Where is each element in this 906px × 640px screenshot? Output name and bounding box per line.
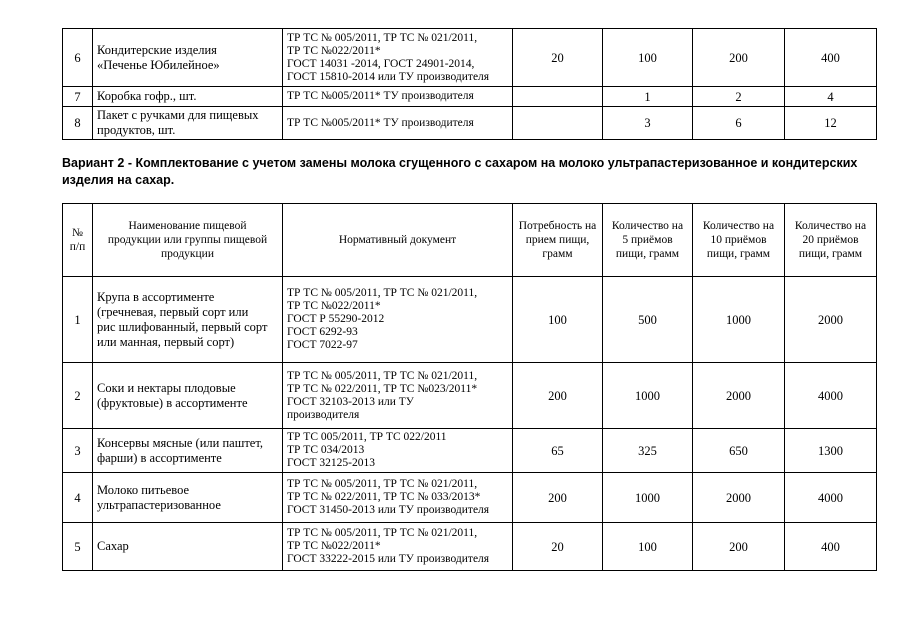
normative-document — [283, 363, 513, 429]
row-index: 8 — [63, 107, 93, 140]
product-name — [93, 87, 283, 107]
per-meal-grams: 100 — [513, 277, 603, 363]
product-name — [93, 473, 283, 523]
product-name — [93, 29, 283, 87]
continued-product-table — [62, 28, 877, 140]
header-row — [63, 204, 877, 277]
row-index: 3 — [63, 429, 93, 473]
product-name-line: Молоко питьевое — [97, 482, 190, 497]
per-meal-grams: 20 — [513, 523, 603, 571]
grams-20-meals: 400 — [785, 523, 877, 571]
header-product-name — [93, 204, 283, 277]
table-row — [63, 363, 877, 429]
header-10-meals — [693, 204, 785, 277]
grams-10-meals: 200 — [693, 29, 785, 87]
normative-document-line: ТР ТС № 005/2011, ТР ТС № 021/2011, — [287, 31, 478, 44]
grams-10-meals: 1000 — [693, 277, 785, 363]
product-name-line: (гречневая, первый сорт или — [97, 304, 249, 319]
normative-document-line: ТР ТС 034/2013 — [287, 444, 365, 456]
normative-document — [283, 107, 513, 140]
header-20-meals-line: Количество на — [794, 220, 867, 232]
row-index: 4 — [63, 473, 93, 523]
normative-document — [283, 473, 513, 523]
product-name-line: рис шлифованный, первый сорт — [97, 319, 268, 334]
per-meal-grams — [513, 87, 603, 107]
table-row — [63, 277, 877, 363]
normative-document — [283, 29, 513, 87]
header-20-meals — [785, 204, 877, 277]
per-meal-grams: 200 — [513, 363, 603, 429]
header-5-meals-line: пищи, грамм — [615, 248, 680, 260]
normative-document-line: ГОСТ 32125-2013 — [287, 457, 375, 469]
grams-10-meals: 200 — [693, 523, 785, 571]
normative-document-line: ГОСТ 15810-2014 или ТУ производителя — [287, 70, 490, 83]
normative-document-line: ТР ТС № 005/2011, ТР ТС № 021/2011, — [287, 478, 478, 490]
header-name-line: Наименование пищевой — [128, 220, 247, 232]
normative-document-line: ТР ТС № 005/2011, ТР ТС № 021/2011, — [287, 527, 478, 539]
normative-document-line: ГОСТ 33222-2015 или ТУ производителя — [287, 553, 490, 565]
header-10-meals-line: 10 приёмов — [710, 234, 767, 246]
product-name-line: Пакет с ручками для пищевых — [97, 108, 259, 122]
header-5-meals-line: Количество на — [611, 220, 684, 232]
variant-2-heading — [62, 155, 876, 189]
row-index: 6 — [63, 29, 93, 87]
normative-document-line: ТР ТС № 005/2011, ТР ТС № 021/2011, — [287, 369, 478, 382]
table-body — [63, 277, 877, 571]
normative-document-line: ГОСТ 31450-2013 или ТУ производителя — [287, 504, 490, 516]
header-per-meal-line: Потребность на — [518, 220, 597, 232]
row-index: 2 — [63, 363, 93, 429]
normative-document-line: ТР ТС №005/2011* ТУ производителя — [287, 116, 474, 129]
product-name — [93, 523, 283, 571]
grams-20-meals: 12 — [785, 107, 877, 140]
normative-document-line: ТР ТС 005/2011, ТР ТС 022/2011 — [287, 431, 447, 443]
grams-5-meals: 1 — [603, 87, 693, 107]
header-index-line: п/п — [69, 241, 86, 253]
product-name-line: Соки и нектары плодовые — [97, 380, 236, 395]
grams-5-meals: 500 — [603, 277, 693, 363]
product-name-line: Кондитерские изделия — [97, 42, 217, 57]
grams-5-meals: 100 — [603, 523, 693, 571]
header-10-meals-line: Количество на — [702, 220, 775, 232]
product-name — [93, 429, 283, 473]
normative-document-line: ТР ТС № 022/2011, ТР ТС № 033/2013* — [287, 491, 481, 503]
product-name-line: Крупа в ассортименте — [97, 289, 215, 304]
normative-document-line: ТР ТС № 005/2011, ТР ТС № 021/2011, — [287, 287, 478, 299]
normative-document-line: ТР ТС №022/2011* — [287, 300, 381, 312]
product-name — [93, 277, 283, 363]
product-name-line: Коробка гофр., шт. — [97, 89, 197, 103]
product-name-line: Консервы мясные (или паштет, — [97, 435, 263, 450]
normative-document-line: ТР ТС № 022/2011, ТР ТС №023/2011* — [287, 382, 478, 395]
table-row — [63, 429, 877, 473]
row-index: 5 — [63, 523, 93, 571]
per-meal-grams — [513, 107, 603, 140]
header-per-meal-line: грамм — [542, 248, 573, 260]
grams-5-meals: 325 — [603, 429, 693, 473]
header-per-meal-line: прием пищи, — [525, 234, 590, 246]
grams-5-meals: 3 — [603, 107, 693, 140]
normative-document-line: ГОСТ 32103-2013 или ТУ — [287, 395, 414, 408]
grams-20-meals: 4 — [785, 87, 877, 107]
product-name-line: продуктов, шт. — [97, 123, 176, 137]
header-20-meals-line: 20 приёмов — [802, 234, 859, 246]
normative-document-line: ГОСТ 6292-93 — [287, 326, 358, 338]
header-5-meals — [603, 204, 693, 277]
grams-10-meals: 2000 — [693, 363, 785, 429]
per-meal-grams: 65 — [513, 429, 603, 473]
table-row — [63, 473, 877, 523]
header-10-meals-line: пищи, грамм — [706, 248, 771, 260]
variant-heading-line-2: изделия на сахар. — [62, 173, 175, 187]
normative-document-line: ТР ТС №022/2011* — [287, 44, 381, 57]
row-index: 7 — [63, 87, 93, 107]
grams-10-meals: 2000 — [693, 473, 785, 523]
header-name-line: продукции или группы пищевой — [107, 234, 268, 246]
grams-20-meals: 2000 — [785, 277, 877, 363]
normative-document-line: ГОСТ 14031 -2014, ГОСТ 24901-2014, — [287, 57, 475, 70]
product-name-line: или манная, первый сорт) — [97, 334, 235, 349]
per-meal-grams: 200 — [513, 473, 603, 523]
product-name-line: Сахар — [97, 539, 129, 553]
header-name-line: продукции — [161, 248, 214, 260]
table-row — [63, 87, 877, 107]
normative-document-line: ГОСТ Р 55290-2012 — [287, 313, 385, 325]
grams-5-meals: 1000 — [603, 363, 693, 429]
grams-20-meals: 4000 — [785, 473, 877, 523]
grams-5-meals: 1000 — [603, 473, 693, 523]
grams-10-meals: 2 — [693, 87, 785, 107]
variant-2-product-table — [62, 203, 877, 571]
per-meal-grams: 20 — [513, 29, 603, 87]
grams-10-meals: 650 — [693, 429, 785, 473]
product-name-line: ультрапастеризованное — [97, 497, 221, 512]
normative-document — [283, 277, 513, 363]
normative-document-line: ТР ТС №022/2011* — [287, 540, 381, 552]
grams-5-meals: 100 — [603, 29, 693, 87]
normative-document-line: производителя — [287, 408, 360, 421]
normative-document-line: ГОСТ 7022-97 — [287, 339, 358, 351]
product-name-line: (фруктовые) в ассортименте — [97, 395, 248, 410]
table-row — [63, 107, 877, 140]
row-index: 1 — [63, 277, 93, 363]
product-name — [93, 107, 283, 140]
grams-20-meals: 1300 — [785, 429, 877, 473]
header-index — [63, 204, 93, 277]
header-20-meals-line: пищи, грамм — [798, 248, 863, 260]
product-name-line: «Печенье Юбилейное» — [97, 57, 220, 72]
variant-heading-line-1: Вариант 2 - Комплектование с учетом замены молока сгущенного с сахаром на молоко ультрапастеризованное и кондитерских — [62, 156, 858, 170]
normative-document — [283, 429, 513, 473]
table-row — [63, 523, 877, 571]
header-per-meal — [513, 204, 603, 277]
header-normative-document: Нормативный документ — [283, 204, 513, 277]
product-name-line: фарши) в ассортименте — [97, 450, 222, 465]
grams-10-meals: 6 — [693, 107, 785, 140]
normative-document-line: ТР ТС №005/2011* ТУ производителя — [287, 90, 474, 102]
grams-20-meals: 400 — [785, 29, 877, 87]
product-name — [93, 363, 283, 429]
continued-table-body — [63, 29, 877, 140]
header-index-line: № — [72, 227, 83, 239]
grams-20-meals: 4000 — [785, 363, 877, 429]
normative-document — [283, 87, 513, 107]
header-5-meals-line: 5 приёмов — [622, 234, 673, 246]
normative-document — [283, 523, 513, 571]
table-row — [63, 29, 877, 87]
table-header — [63, 204, 877, 277]
